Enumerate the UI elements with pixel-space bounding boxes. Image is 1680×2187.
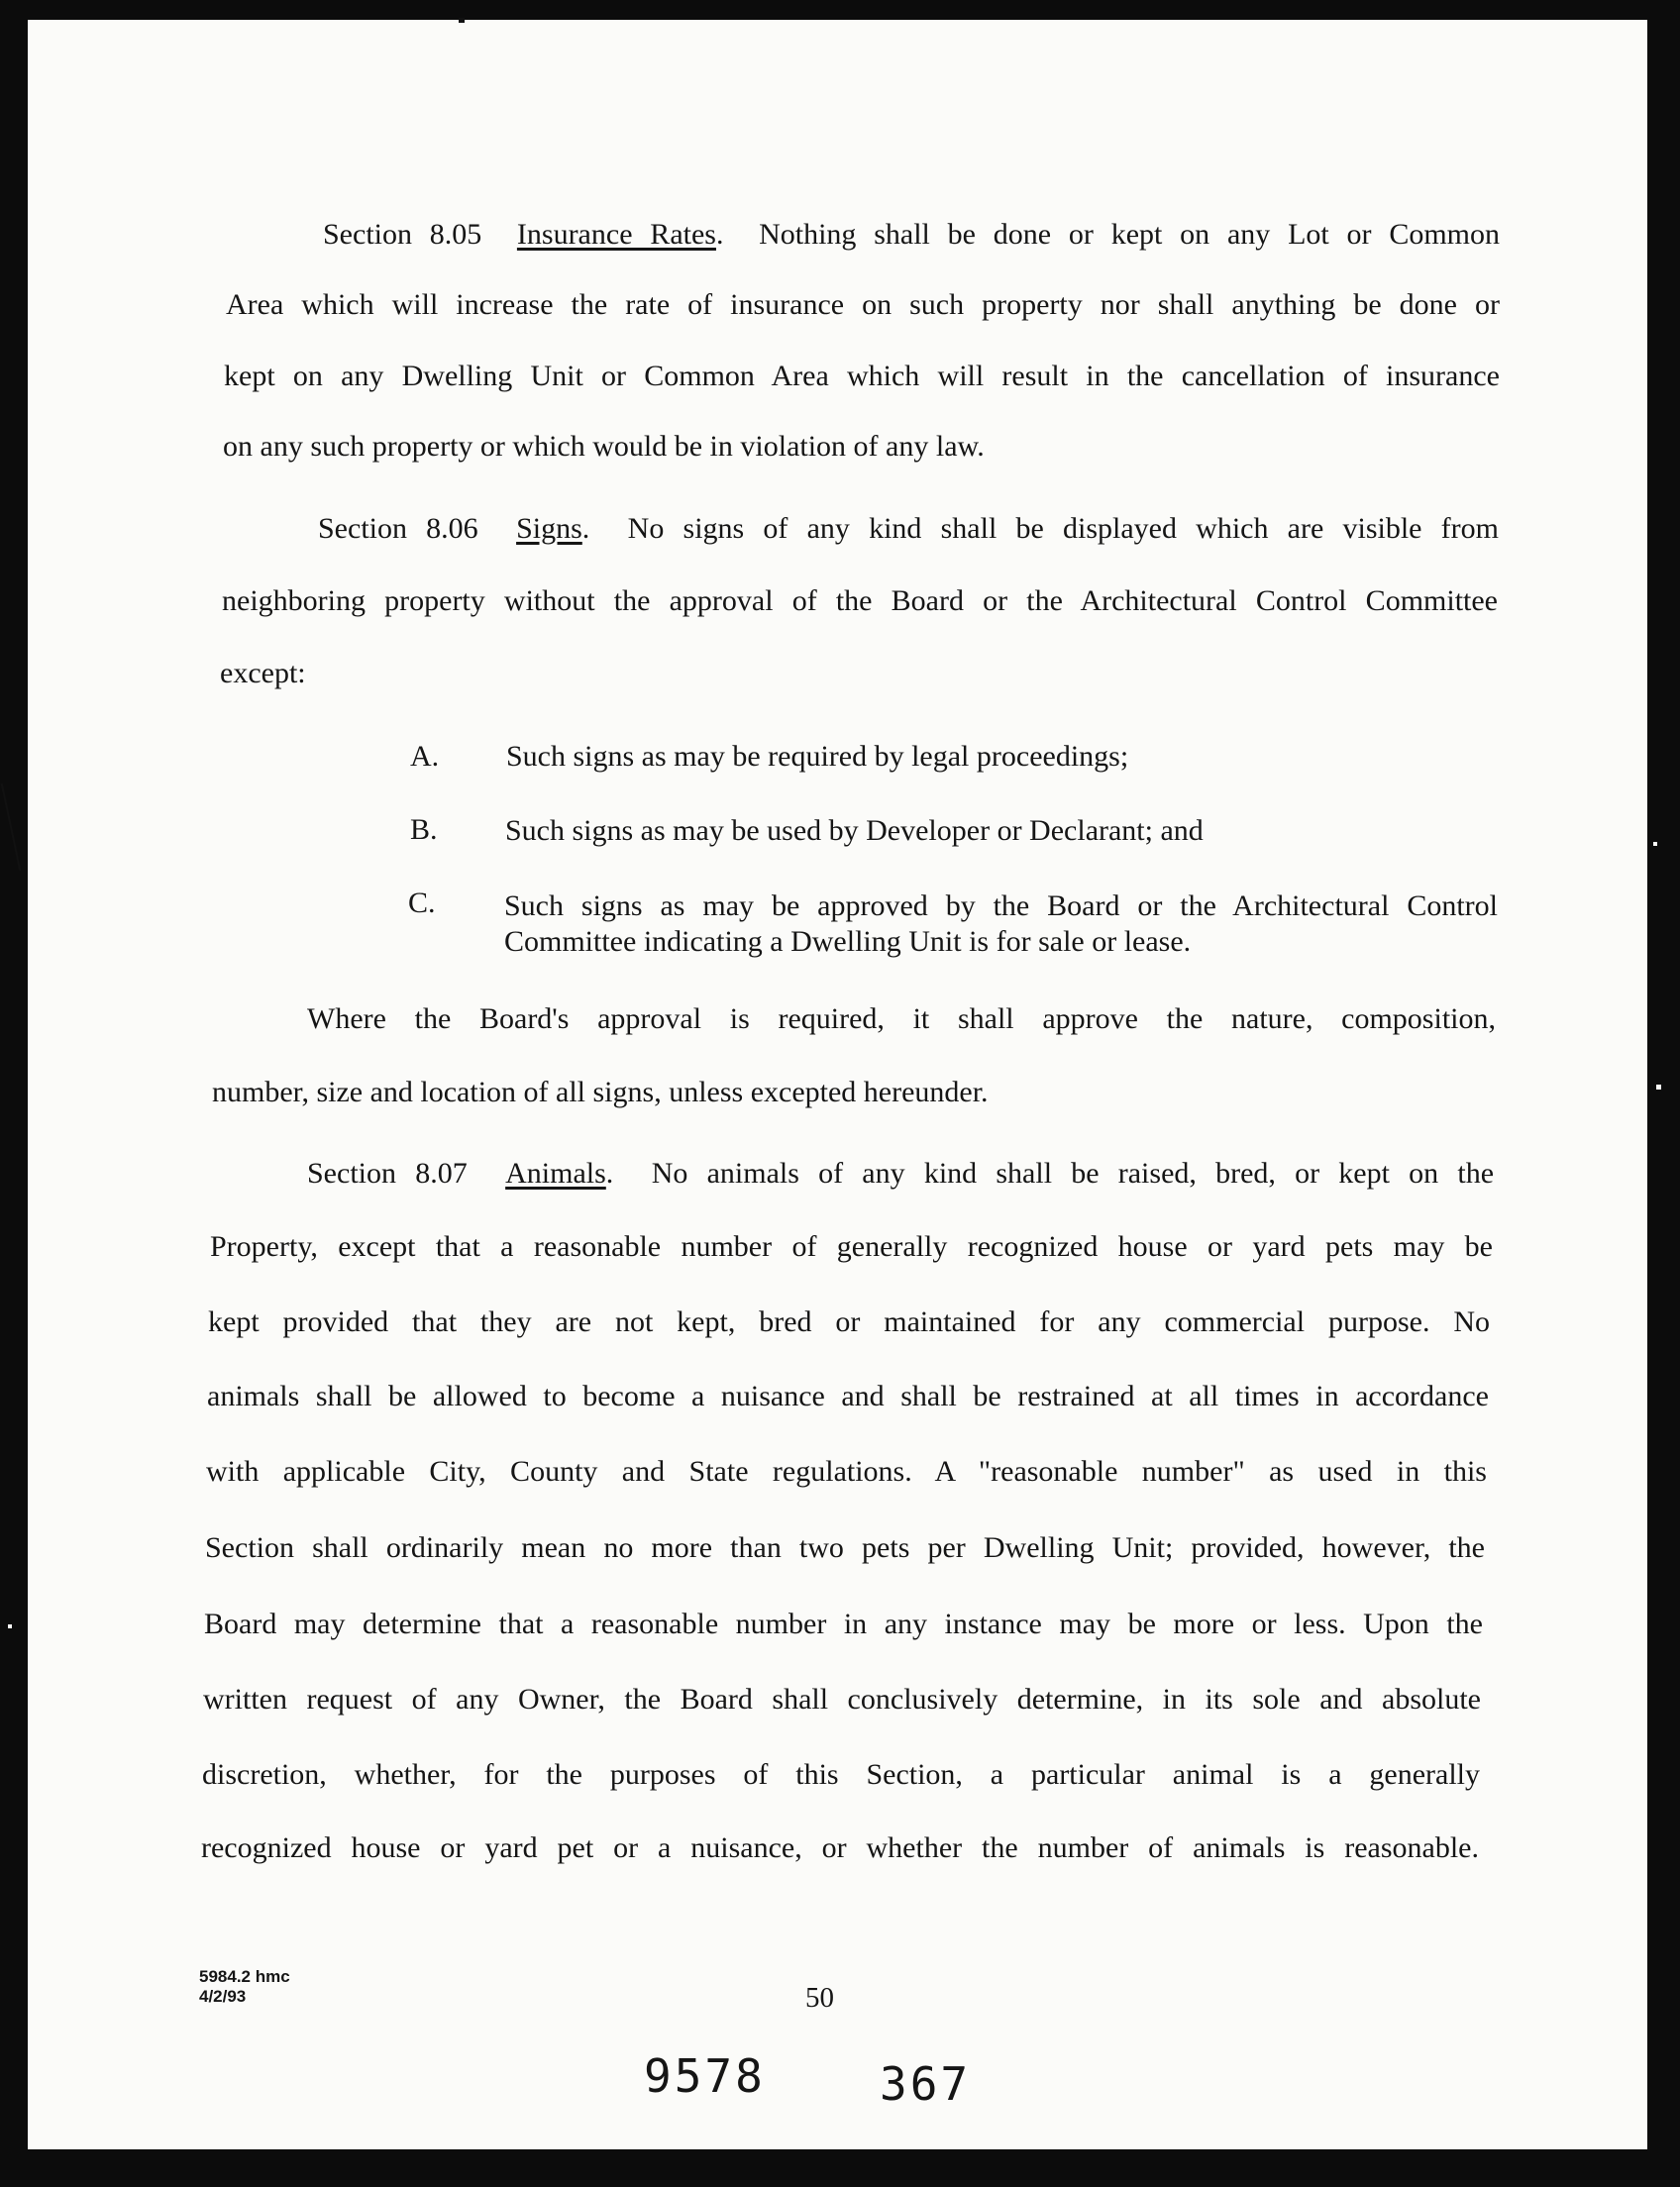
- paragraph-line: discretion, whether, for the purposes of this Section, a particular animal is a generally: [202, 1758, 1480, 1791]
- section-number: Section 8.07: [307, 1157, 468, 1190]
- paragraph-line: recognized house or yard pet or a nuisance, or whether the number of animals is reasonable.: [201, 1831, 1479, 1864]
- bates-number-right: 367: [880, 2057, 972, 2111]
- paragraph-line: Section shall ordinarily mean no more than two pets per Dwelling Unit; provided, however, the: [205, 1531, 1485, 1564]
- paragraph-line: Property, except that a reasonable number of generally recognized house or yard pets may be: [210, 1230, 1493, 1263]
- section-8-07-heading-line: Section 8.07 Animals. No animals of any kind shall be raised, bred, or kept on the: [307, 1157, 1495, 1190]
- list-item-text: Committee indicating a Dwelling Unit is for sale or lease.: [504, 925, 1192, 958]
- section-8-06-heading-line: Section 8.06 Signs. No signs of any kind shall be displayed which are visible from: [318, 512, 1499, 545]
- section-number: Section 8.05: [323, 218, 482, 251]
- paragraph-text: Nothing shall be done or kept on any Lot or Common: [759, 218, 1500, 251]
- section-title: Signs: [516, 512, 582, 545]
- paragraph-line: animals shall be allowed to become a nuisance and shall be restrained at all times in accordance: [207, 1380, 1489, 1412]
- paragraph-line: Where the Board's approval is required, it shall approve the nature, composition,: [307, 1002, 1496, 1035]
- section-title: Insurance Rates: [516, 218, 716, 251]
- paragraph-line: neighboring property without the approval of the Board or the Architectural Control Committee: [222, 584, 1498, 617]
- scan-artifact: [1597, 1169, 1605, 1172]
- paragraph-line: with applicable City, County and State regulations. A "reasonable number" as used in this: [206, 1455, 1487, 1488]
- paragraph-line: written request of any Owner, the Board shall conclusively determine, in its sole and absolute: [203, 1683, 1481, 1716]
- paragraph-line: except:: [220, 657, 306, 689]
- paragraph-text: No signs of any kind shall be displayed which are visible from: [627, 512, 1499, 545]
- document-date: 4/2/93: [199, 1987, 247, 2006]
- section-number: Section 8.06: [318, 512, 478, 545]
- scan-artifact: [1653, 842, 1657, 846]
- paragraph-line: number, size and location of all signs, unless excepted hereunder.: [212, 1076, 989, 1108]
- list-item-text: Such signs as may be used by Developer or Declarant; and: [505, 814, 1204, 847]
- list-item-label: A.: [410, 740, 440, 773]
- section-8-05-heading-line: Section 8.05 Insurance Rates. Nothing shall be done or kept on any Lot or Common: [323, 218, 1500, 251]
- paragraph-line: kept provided that they are not kept, bred or maintained for any commercial purpose. No: [208, 1305, 1490, 1338]
- document-reference: 5984.2 hmc: [199, 1967, 290, 1986]
- scan-artifact: [1, 783, 22, 871]
- paragraph-line: on any such property or which would be in violation of any law.: [223, 430, 985, 463]
- scan-artifact: [8, 1624, 12, 1628]
- page-number: 50: [805, 1982, 834, 2014]
- list-item-text: Such signs as may be required by legal proceedings;: [506, 740, 1129, 773]
- section-title: Animals: [505, 1157, 606, 1190]
- list-item-text: Such signs as may be approved by the Board or the Architectural Control: [504, 889, 1498, 922]
- paragraph-text: No animals of any kind shall be raised, bred, or kept on the: [651, 1157, 1495, 1190]
- paragraph-line: Board may determine that a reasonable number in any instance may be more or less. Upon the: [204, 1608, 1483, 1640]
- list-item-label: C.: [408, 886, 436, 919]
- document-page: [28, 20, 1647, 2149]
- bates-number-left: 9578: [644, 2049, 766, 2103]
- paragraph-line: kept on any Dwelling Unit or Common Area which will result in the cancellation of insurance: [224, 360, 1500, 392]
- list-item-label: B.: [410, 813, 438, 846]
- paragraph-line: Area which will increase the rate of insurance on such property nor shall anything be done or: [226, 288, 1500, 321]
- scan-artifact: [459, 18, 465, 23]
- scan-artifact: [1656, 1085, 1661, 1090]
